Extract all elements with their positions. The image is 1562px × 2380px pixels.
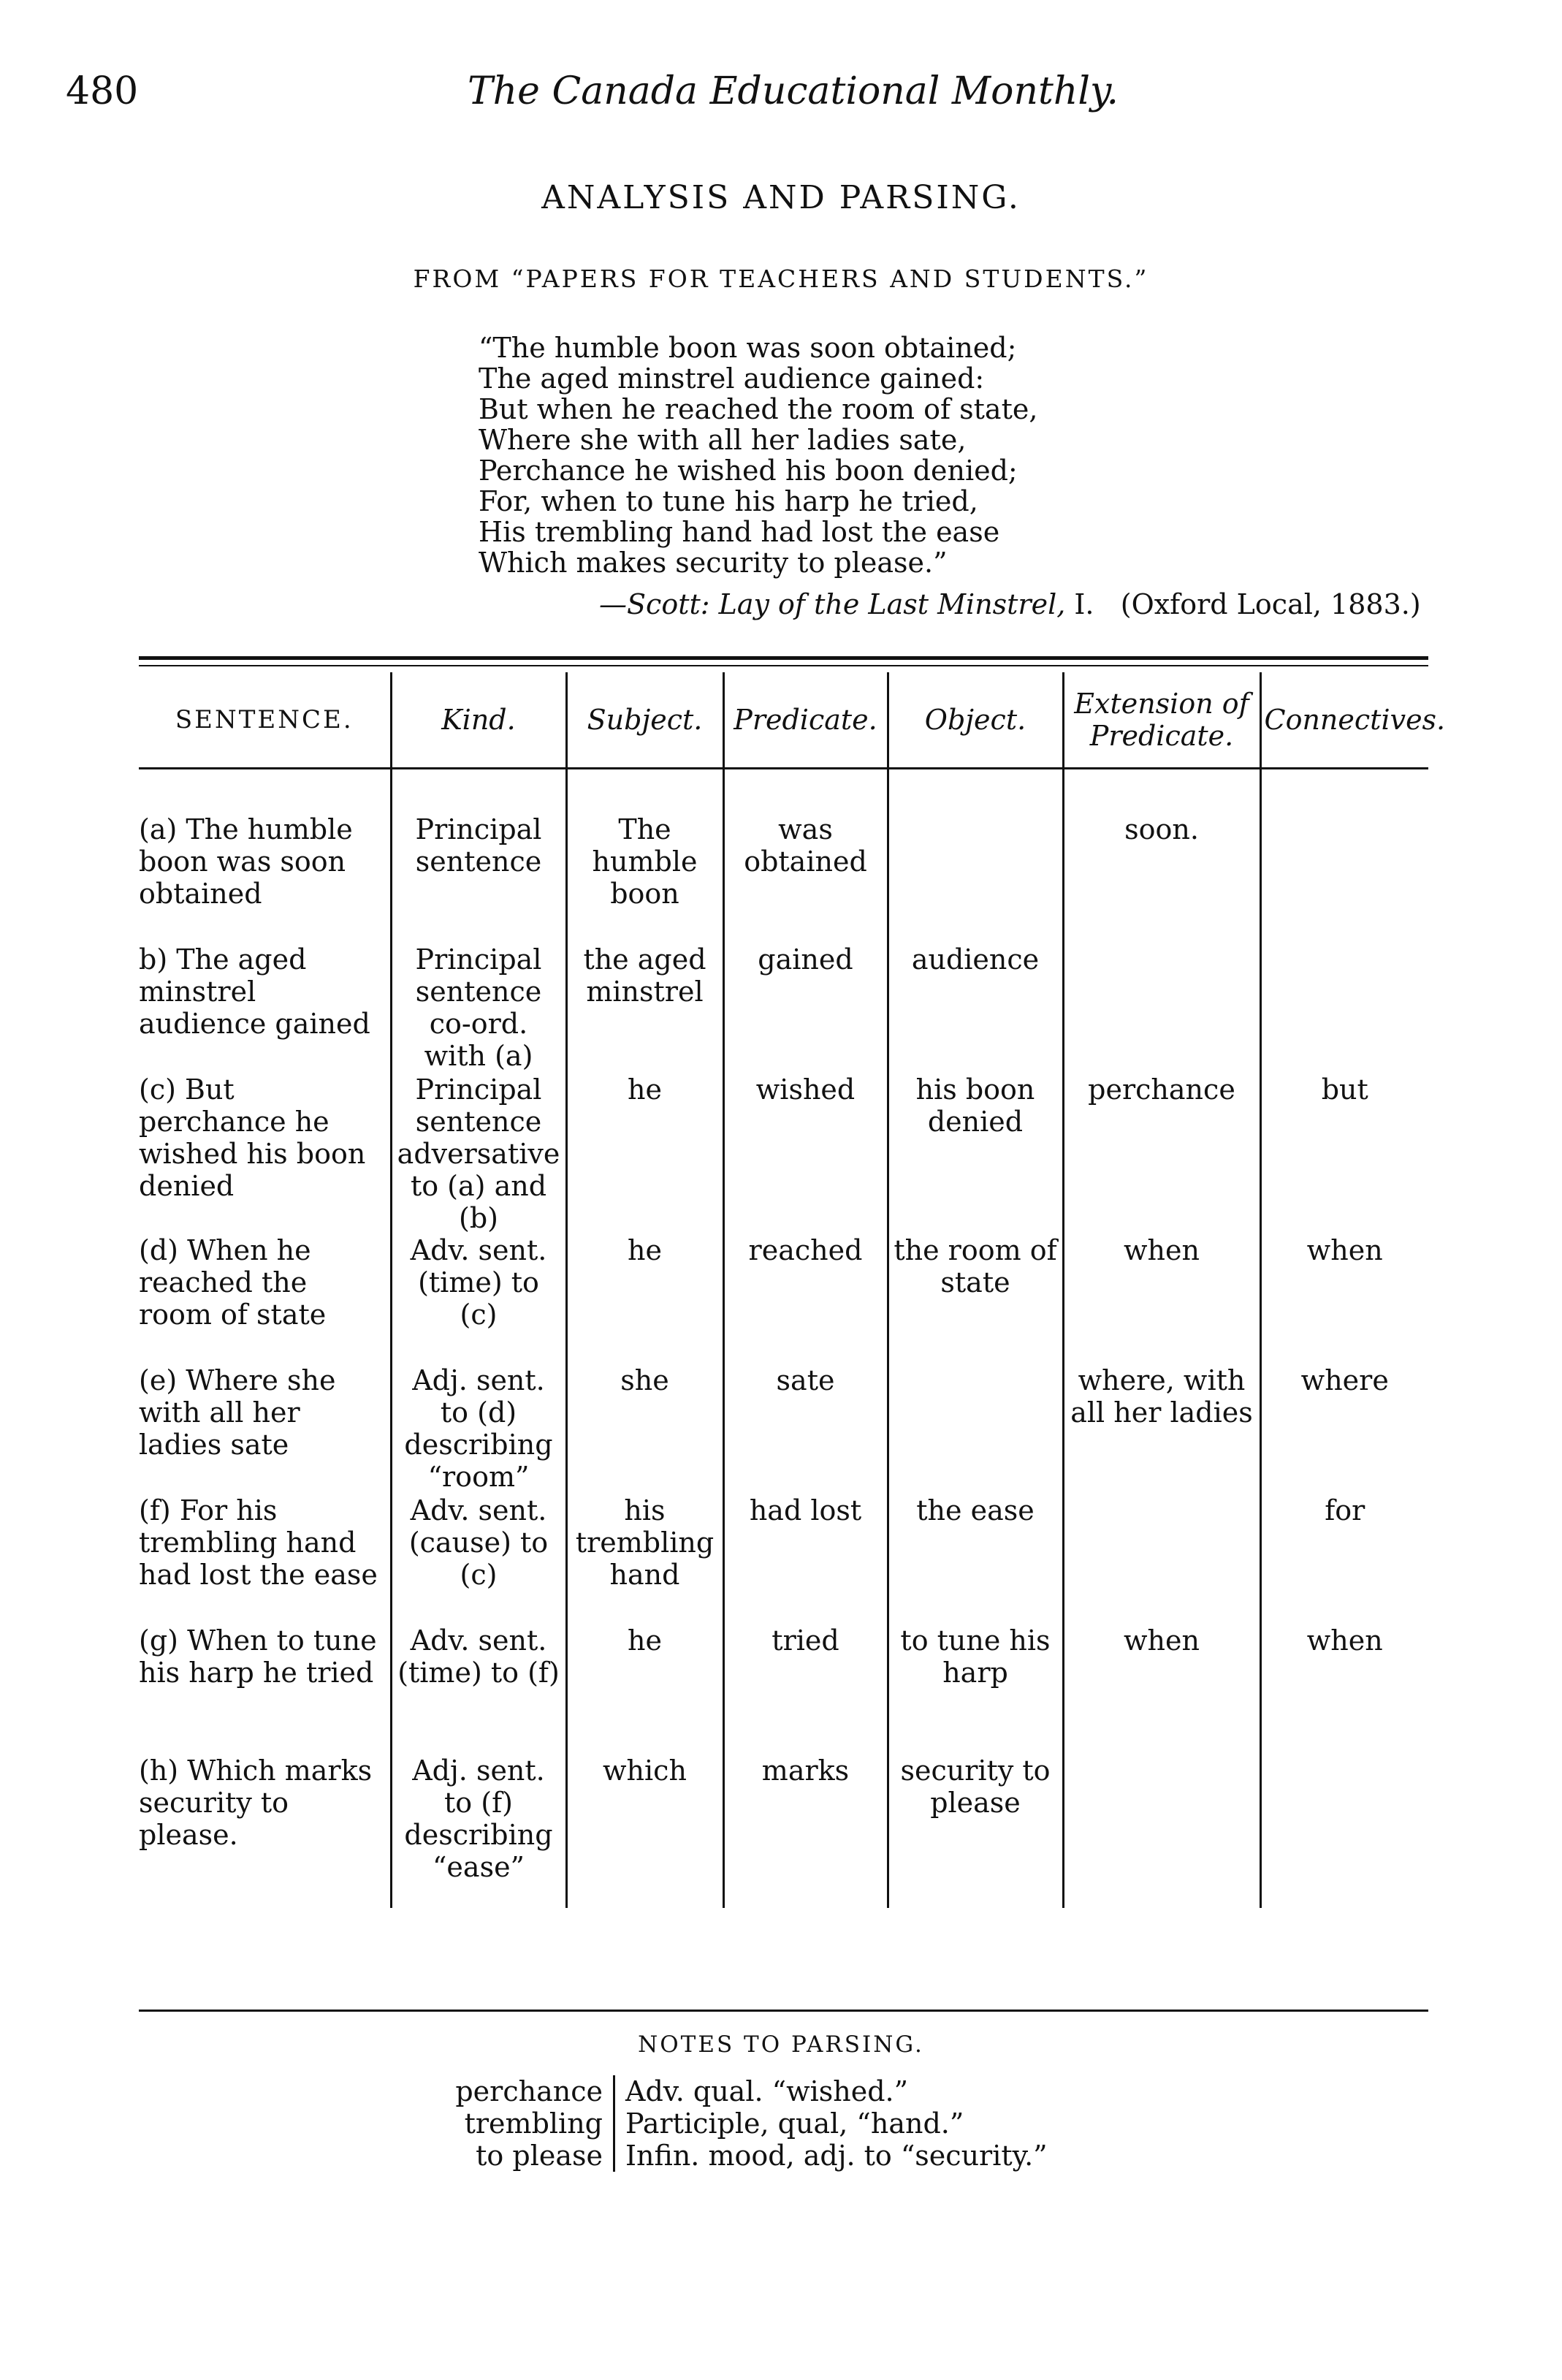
- note-item: [453, 2075, 1048, 2107]
- note-desc: Participle, qual, “hand.”: [625, 2107, 964, 2140]
- note-item: [453, 2107, 1048, 2140]
- cell-predicate: was obtained: [723, 769, 888, 944]
- poem-line: For, when to tune his harp he tried,: [479, 485, 978, 517]
- attribution-canto: I.: [1074, 588, 1094, 620]
- cell-kind: Adv. sent. (cause) to (c): [391, 1494, 566, 1624]
- cell-connective: where: [1260, 1364, 1428, 1494]
- note-desc: Adv. qual. “wished.”: [625, 2075, 909, 2107]
- note-desc: Infin. mood, adj. to “security.”: [625, 2140, 1048, 2172]
- cell-subject: the aged minstrel: [566, 943, 723, 1073]
- cell-subject: she: [566, 1364, 723, 1494]
- cell-subject: he: [566, 1624, 723, 1754]
- analysis-table: [139, 672, 1446, 1908]
- poem-attribution: [599, 588, 1476, 620]
- cell-subject: his trembling hand: [566, 1494, 723, 1624]
- table-row: [139, 1624, 1428, 1754]
- poem-line: Which makes security to please.”: [479, 547, 948, 579]
- cell-sentence: [139, 769, 391, 944]
- note-term: perchance: [453, 2075, 615, 2107]
- cell-kind: Adv. sent. (time) to (f): [391, 1624, 566, 1754]
- sentence-label: (a): [139, 813, 178, 845]
- table-row: [139, 943, 1428, 1073]
- sentence-text: The humble boon was soon obtained: [139, 813, 353, 910]
- cell-predicate: tried: [723, 1624, 888, 1754]
- poem-line: The aged minstrel audience gained:: [479, 362, 985, 395]
- sentence-label: (f): [139, 1494, 171, 1527]
- cell-sentence: [139, 1234, 391, 1364]
- cell-kind: Adj. sent. to (f) describing “ease”: [391, 1754, 566, 1908]
- note-item: [453, 2140, 1048, 2172]
- table-row: [139, 1234, 1428, 1364]
- cell-extension: when: [1063, 1624, 1260, 1754]
- sentence-label: (h): [139, 1754, 179, 1787]
- running-head: [66, 69, 1454, 121]
- cell-kind: Adv. sent. (time) to (c): [391, 1234, 566, 1364]
- top-rule-thin: [139, 665, 1428, 666]
- table-row: [139, 1364, 1428, 1494]
- poem-line: But when he reached the room of state,: [479, 393, 1038, 425]
- sentence-text: The aged minstrel audience gained: [139, 943, 370, 1040]
- cell-predicate: had lost: [723, 1494, 888, 1624]
- cell-connective: when: [1260, 1234, 1428, 1364]
- sentence-text: Where she with all her ladies sate: [139, 1364, 336, 1461]
- poem-line: His trembling hand had lost the ease: [479, 516, 1000, 548]
- header-kind: Kind.: [391, 672, 566, 769]
- table-row: [139, 1494, 1428, 1624]
- bottom-rule: [139, 2010, 1428, 2012]
- header-connectives: Connectives.: [1260, 672, 1428, 769]
- header-predicate: Predicate.: [723, 672, 888, 769]
- table-header-row: [139, 672, 1428, 769]
- header-subject: Subject.: [566, 672, 723, 769]
- cell-object: security to please: [888, 1754, 1063, 1908]
- cell-object: the room of state: [888, 1234, 1063, 1364]
- cell-connective: when: [1260, 1624, 1428, 1754]
- cell-connective: [1260, 943, 1428, 1073]
- cell-connective: for: [1260, 1494, 1428, 1624]
- cell-predicate: reached: [723, 1234, 888, 1364]
- cell-extension: soon.: [1063, 769, 1260, 944]
- cell-sentence: [139, 1364, 391, 1494]
- poem-line: Where she with all her ladies sate,: [479, 424, 967, 456]
- cell-sentence: [139, 1494, 391, 1624]
- cell-predicate: sate: [723, 1364, 888, 1494]
- cell-subject: he: [566, 1234, 723, 1364]
- cell-kind: Principal sentence co-ord. with (a): [391, 943, 566, 1073]
- cell-connective: but: [1260, 1073, 1428, 1234]
- notes-title: NOTES TO PARSING.: [638, 2031, 924, 2058]
- sentence-label: (d): [139, 1234, 178, 1266]
- cell-extension: perchance: [1063, 1073, 1260, 1234]
- sentence-text: But perchance he wished his boon denied: [139, 1073, 366, 1202]
- cell-object: the ease: [888, 1494, 1063, 1624]
- sentence-label: (e): [139, 1364, 178, 1396]
- cell-object: his boon denied: [888, 1073, 1063, 1234]
- table-row: [139, 769, 1428, 944]
- poem-quote: [479, 332, 1465, 578]
- cell-predicate: gained: [723, 943, 888, 1073]
- journal-title: The Canada Educational Monthly.: [468, 69, 1119, 113]
- sentence-label: (g): [139, 1624, 178, 1657]
- cell-sentence: [139, 1754, 391, 1908]
- cell-connective: [1260, 1754, 1428, 1908]
- cell-subject: The humble boon: [566, 769, 723, 944]
- table-row: [139, 1073, 1428, 1234]
- cell-sentence: [139, 943, 391, 1073]
- header-sentence: SENTENCE.: [139, 672, 391, 769]
- cell-extension: [1063, 1754, 1260, 1908]
- cell-object: audience: [888, 943, 1063, 1073]
- header-extension: Extension of Predicate.: [1063, 672, 1260, 769]
- cell-sentence: [139, 1073, 391, 1234]
- attribution-source: (Oxford Local, 1883.): [1120, 588, 1421, 620]
- poem-line: Perchance he wished his boon denied;: [479, 455, 1018, 487]
- cell-extension: [1063, 1494, 1260, 1624]
- cell-kind: Principal sentence: [391, 769, 566, 944]
- cell-predicate: wished: [723, 1073, 888, 1234]
- sentence-text: When to tune his harp he tried: [139, 1624, 377, 1689]
- cell-kind: Adj. sent. to (d) describing “room”: [391, 1364, 566, 1494]
- table-row: [139, 1754, 1428, 1908]
- poem-line: “The humble boon was soon obtained;: [479, 332, 1017, 364]
- cell-extension: when: [1063, 1234, 1260, 1364]
- cell-extension: [1063, 943, 1260, 1073]
- note-term: trembling: [453, 2107, 615, 2140]
- parsing-notes: [453, 2075, 1048, 2172]
- cell-kind: Principal sentence adversative to (a) and (b): [391, 1073, 566, 1234]
- cell-connective: [1260, 769, 1428, 944]
- article-source: FROM “PAPERS FOR TEACHERS AND STUDENTS.”: [413, 265, 1149, 293]
- cell-subject: which: [566, 1754, 723, 1908]
- cell-object: [888, 769, 1063, 944]
- note-term: to please: [453, 2140, 615, 2172]
- cell-subject: he: [566, 1073, 723, 1234]
- cell-sentence: [139, 1624, 391, 1754]
- cell-object: [888, 1364, 1063, 1494]
- cell-object: to tune his harp: [888, 1624, 1063, 1754]
- page-number: 480: [66, 69, 139, 113]
- article-title: ANALYSIS AND PARSING.: [541, 179, 1021, 216]
- sentence-text: When he reached the room of state: [139, 1234, 327, 1331]
- header-object: Object.: [888, 672, 1063, 769]
- sentence-text: Which marks security to please.: [139, 1754, 373, 1851]
- cell-extension: where, with all her ladies: [1063, 1364, 1260, 1494]
- sentence-label: b): [139, 943, 168, 976]
- attribution-work: —Scott: Lay of the Last Minstrel,: [599, 588, 1066, 620]
- sentence-text: For his trembling hand had lost the ease: [139, 1494, 378, 1591]
- cell-predicate: marks: [723, 1754, 888, 1908]
- top-rule-thick: [139, 656, 1428, 660]
- sentence-label: (c): [139, 1073, 176, 1106]
